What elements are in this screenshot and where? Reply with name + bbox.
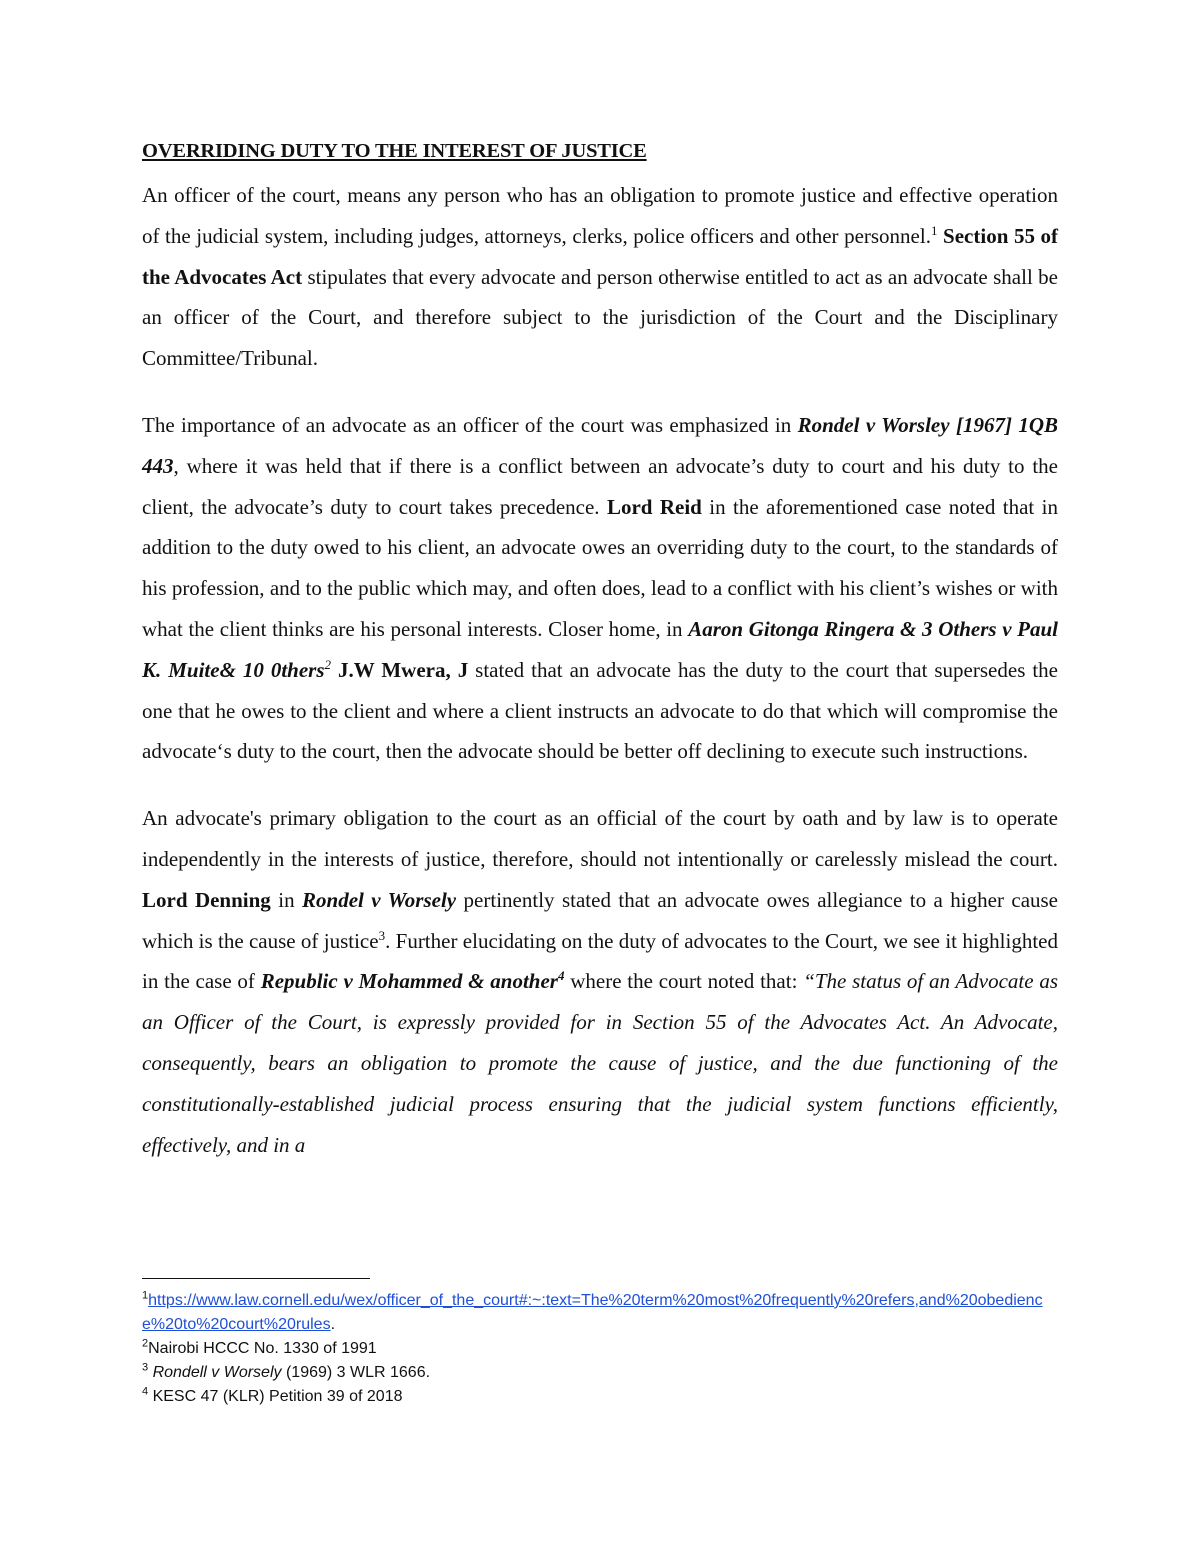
paragraph-primary-obligation [142,798,1058,1165]
case-citation: Republic v Mohammed & another [260,969,558,994]
paragraph-officer-definition [142,175,1058,379]
footnote-number: 3 [142,1361,149,1374]
footnote-ref-2[interactable]: 2 [324,656,332,672]
footnote-case-name: Rondell v Worsely [152,1364,282,1381]
text-run: stipulates that every advocate and person otherwise entitled to act as an advocate shall be an officer of the Court, and therefore subject to the jurisdiction of the Court and the Disciplinary Committee/Tribunal. [142,264,1058,371]
document-body [142,140,1058,1165]
case-citation: Rondel v Worsley [1967] 1QB 443 [142,412,1058,478]
paragraph-rondel-v-worsley [142,405,1058,772]
footnote-3 [142,1361,1058,1385]
text-run: . [330,1316,336,1333]
footnote-text: KESC 47 (KLR) Petition 39 of 2018 [148,1388,403,1405]
statute-reference: Section 55 of the Advocates Act [142,223,1059,289]
footnote-2 [142,1337,1058,1361]
footnote-ref-1[interactable]: 1 [930,222,938,238]
footnote-link[interactable]: https://www.law.cornell.edu/wex/officer_of_the_court#:~:text=The%20term%20most%20frequently%20refers,and%20obedience%20to%20court%20rules [142,1292,1043,1333]
case-citation: Aaron Gitonga Ringera & 3 Others v Paul K. Muite& 10 0thers [142,616,1059,682]
footnote-number: 1 [142,1289,149,1302]
text-run: stated that an advocate has the duty to the court that supersedes the one that he owes to the client and where a client instructs an advocate to do that which will compromise the advocate‘s duty to the court, then the advocate should be better off declining to execute such instructions. [142,657,1058,764]
footnote-separator [142,1278,370,1279]
document-heading: OVERRIDING DUTY TO THE INTEREST OF JUSTICE [142,140,647,162]
footnote-ref-4[interactable]: 4 [557,968,565,984]
footnote-number: 2 [142,1337,149,1350]
judge-name: Lord Denning [142,887,271,912]
quoted-text: “The status of an Advocate as an Officer of the Court, is expressly provided for in Section 55 of the Advocates Act. An Advocate, consequently, bears an obligation to promote the cause of justice, and the due functioning of the constitutionally-established judicial process ensuring that the judicial system functions efficiently, effectively, and in a [142,969,1058,1157]
text-run: where the court noted that: [564,969,804,994]
footnotes-section [142,1278,1058,1409]
text-run: in [270,887,303,912]
text-run: The importance of an advocate as an officer of the court was emphasized in [142,412,798,437]
text-run: in the aforementioned case noted that in addition to the duty owed to his client, an advocate owes an overriding duty to the court, to the standards of his profession, and to the public which may, and often does, lead to a conflict with his client’s wishes or with what the client thinks are his personal interests. Closer home, in [142,494,1058,641]
case-citation: Rondel v Worsely [302,887,457,912]
footnote-text: Nairobi HCCC No. 1330 of 1991 [148,1340,377,1357]
footnote-ref-3[interactable]: 3 [378,927,386,943]
text-run: , where it was held that if there is a conflict between an advocate’s duty to court and his duty to the client, the advocate’s duty to court takes precedence. [142,453,1058,519]
text-run: An officer of the court, means any person who has an obligation to promote justice and effective operation of the judicial system, including judges, attorneys, clerks, police officers and other personnel. [142,183,1058,248]
footnote-1 [142,1289,1058,1337]
footnote-text: (1969) 3 WLR 1666. [281,1364,431,1381]
judge-name: Lord Reid [606,494,702,519]
text-run: . Further elucidating on the duty of advocates to the Court, we see it highlighted in the case of [142,928,1058,994]
text-run: pertinently stated that an advocate owes allegiance to a higher cause which is the cause of justice [142,887,1059,953]
text-run: An advocate's primary obligation to the court as an official of the court by oath and by law is to operate independently in the interests of justice, therefore, should not intentionally or carelessly mislead the court. [142,806,1058,871]
footnote-4 [142,1385,1058,1409]
judge-name: J.W Mwera, J [331,657,469,682]
footnote-number: 4 [142,1385,149,1398]
